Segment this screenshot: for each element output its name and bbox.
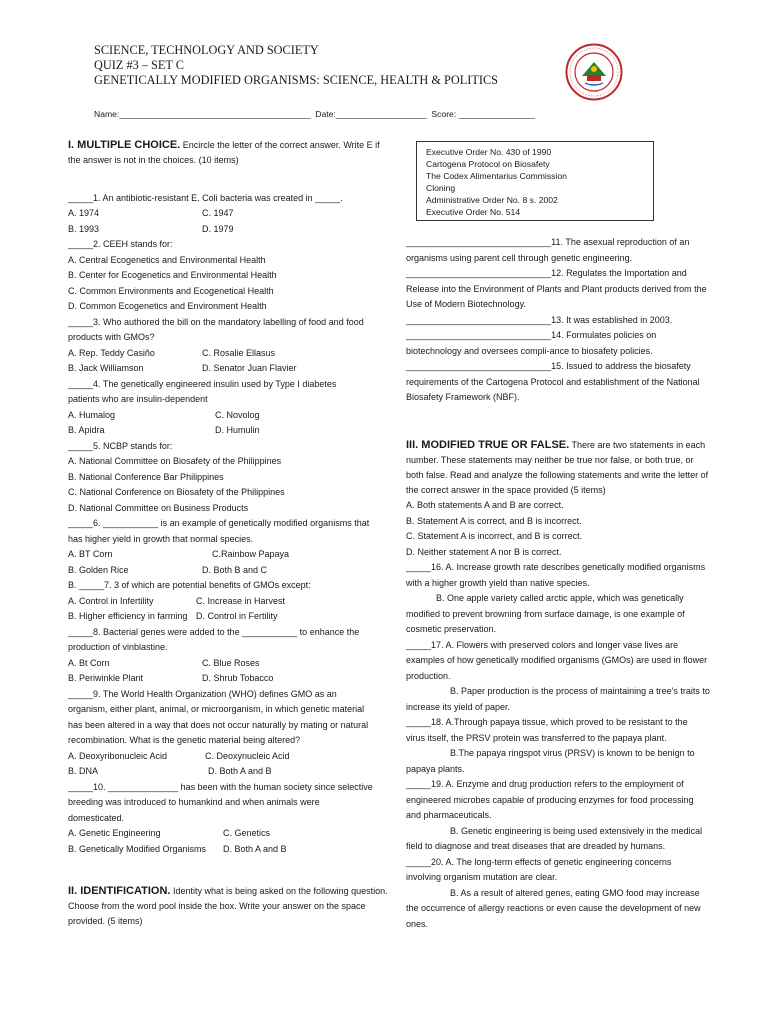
text-line: papaya plants. — [406, 764, 465, 774]
text-line: has higher yield in growth that normal species. — [68, 534, 254, 544]
text-line: requirements of the Cartogena Protocol and establishment of the National — [406, 377, 700, 387]
section-heading — [68, 884, 388, 900]
text-line: the correct answer in the space provided (5 items) — [406, 485, 606, 495]
choice-option: B. Genetically Modified Organisms — [68, 844, 207, 854]
text-line: _____3. Who authored the bill on the mandatory labelling of food and food — [68, 317, 364, 327]
text-line: _____2. CEEH stands for: — [68, 239, 173, 249]
choice-option: C. Deoxynucleic Acid — [205, 751, 290, 761]
word-pool-item: Executive Order No. 430 of 1990 — [426, 147, 552, 157]
text-line: Release into the Environment of Plants and Plant products derived from the — [406, 284, 707, 294]
text-line: B. Center for Ecogenetics and Environmental Health — [68, 270, 277, 280]
choice-row — [68, 671, 368, 687]
choice-row — [68, 609, 368, 625]
text-line: A. Central Ecogenetics and Environmental Health — [68, 255, 266, 265]
word-pool-box — [416, 141, 654, 221]
choice-option: C. Rosalie Ellasus — [202, 348, 276, 358]
text-line: domesticated. — [68, 813, 125, 823]
text-line: B. Genetic engineering is being used extensively in the medical — [450, 826, 703, 836]
choice-option: B. DNA — [68, 766, 99, 776]
text-line: organism, either plant, animal, or microorganism, in which genetic material — [68, 704, 365, 714]
choice-row — [68, 826, 368, 842]
section-title: II. IDENTIFICATION. — [68, 885, 171, 897]
course-title: SCIENCE, TECHNOLOGY AND SOCIETY — [94, 43, 319, 57]
choice-option: A. 1974 — [68, 208, 100, 218]
text-line: _____10. ______________ has been with the human society since selective — [68, 782, 373, 792]
text-line: virus itself, the PRSV protein was transferred to the papaya plant. — [406, 733, 667, 743]
section-heading — [406, 438, 706, 454]
choice-option: D. Shrub Tobacco — [202, 673, 274, 683]
choice-option: C.Rainbow Papaya — [212, 549, 290, 559]
text-line: _____5. NCBP stands for: — [68, 441, 173, 451]
text-line: C. Statement A is incorrect, and B is correct. — [406, 531, 583, 541]
choice-option: A. Bt Corn — [68, 658, 110, 668]
text-line: recombination. What is the genetic material being altered? — [68, 735, 301, 745]
text-line: C. Common Environments and Ecogenetical Health — [68, 286, 274, 296]
text-line: B. Paper production is the process of maintaining a tree's traits to — [450, 686, 710, 696]
text-line: B.The papaya ringspot virus (PRSV) is known to be benign to — [450, 748, 695, 758]
choice-row — [68, 206, 368, 222]
text-line: _____________________________14. Formulates policies on — [406, 330, 657, 340]
text-line: production. — [406, 671, 451, 681]
choice-option: B. 1993 — [68, 224, 100, 234]
choice-row — [68, 346, 368, 362]
choice-option: C. 1947 — [202, 208, 234, 218]
document-header — [94, 43, 498, 88]
text-line: _____4. The genetically engineered insulin used by Type I diabetes — [68, 379, 337, 389]
text-line: B. _____7. 3 of which are potential benefits of GMOs except: — [68, 580, 311, 590]
text-line: _____1. An antibiotic-resistant E. Coli bacteria was created in _____. — [68, 193, 343, 203]
choice-option: A. Rep. Teddy Casiño — [68, 348, 155, 358]
section-title: III. MODIFIED TRUE OR FALSE. — [406, 439, 570, 451]
text-line: Use of Modern Biotechnology. — [406, 299, 526, 309]
text-line: _____________________________15. Issued to address the biosafety — [406, 361, 691, 371]
text-line: cosmetic preservation. — [406, 624, 497, 634]
choice-row — [68, 423, 368, 439]
text-line: _____20. A. The long-term effects of genetic engineering concerns — [406, 857, 672, 867]
choice-row — [68, 842, 368, 858]
choice-row — [68, 656, 368, 672]
choice-option: D. 1979 — [202, 224, 234, 234]
choice-option: B. Jack Williamson — [68, 363, 144, 373]
text-line: _____6. ___________ is an example of genetically modified organisms that — [68, 518, 370, 528]
choice-row — [68, 361, 368, 377]
text-line: increase its yield of paper. — [406, 702, 511, 712]
text-line: with a higher growth yield than native species. — [406, 578, 590, 588]
text-line: both false. Read and analyze the following statements and write the letter of — [406, 470, 709, 480]
text-line: the answer is not in the choices. (10 items) — [68, 155, 239, 165]
text-line: B. National Conference Bar Philippines — [68, 472, 224, 482]
text-line: organisms using parent cell through genetic engineering. — [406, 253, 633, 263]
choice-option: D. Both A and B — [208, 766, 272, 776]
choice-option: B. Golden Rice — [68, 565, 129, 575]
choice-row — [68, 764, 368, 780]
text-line: _____________________________13. It was established in 2003. — [406, 315, 673, 325]
text-line: Choose from the word pool inside the box. Write your answer on the space — [68, 901, 366, 911]
choice-row — [68, 222, 368, 238]
text-line: _____________________________11. The asexual reproduction of an — [406, 237, 690, 247]
text-line: B. As a result of altered genes, eating GMO food may increase — [450, 888, 700, 898]
choice-row — [68, 749, 368, 765]
choice-option: A. Genetic Engineering — [68, 828, 161, 838]
text-line: the occurrence of allergy reactions or even cause the development of new — [406, 903, 701, 913]
text-line: and pharmaceuticals. — [406, 810, 492, 820]
choice-option: D. Control in Fertility — [196, 611, 278, 621]
word-pool-item: The Codex Alimentarius Commission — [426, 171, 567, 181]
choice-option: C. Novolog — [215, 410, 260, 420]
university-seal-logo — [565, 43, 623, 101]
choice-option: B. Apidra — [68, 425, 105, 435]
student-info-line: Name:________________________________________ Date:___________________ Score: ________________ — [94, 109, 536, 119]
choice-option: C. Genetics — [223, 828, 271, 838]
text-line: _____16. A. Increase growth rate describes genetically modified organisms — [406, 562, 706, 572]
text-line: number. These statements may neither be true nor false, or both true, or — [406, 455, 694, 465]
section-heading — [68, 138, 380, 154]
word-pool-item: Executive Order No. 514 — [426, 207, 521, 217]
topic-title: GENETICALLY MODIFIED ORGANISMS: SCIENCE, HEALTH & POLITICS — [94, 73, 498, 87]
choice-option: D. Senator Juan Flavier — [202, 363, 297, 373]
text-line: _____9. The World Health Organization (WHO) defines GMO as an — [68, 689, 337, 699]
text-line: A. Both statements A and B are correct. — [406, 500, 564, 510]
choice-option: B. Higher efficiency in farming — [68, 611, 188, 621]
choice-option: A. BT Corn — [68, 549, 113, 559]
text-line: _____________________________12. Regulates the Importation and — [406, 268, 687, 278]
choice-row — [68, 547, 368, 563]
text-line: has been altered in a way that does not occur naturally by mating or natural — [68, 720, 369, 730]
text-line: examples of how genetically modified organisms (GMOs) are used in flower — [406, 655, 708, 665]
text-line: A. National Committee on Biosafety of the Philippines — [68, 456, 282, 466]
text-line: products with GMOs? — [68, 332, 155, 342]
section-instructions: Encircle the letter of the correct answer. Write E if — [180, 140, 380, 150]
text-line: D. Neither statement A nor B is correct. — [406, 547, 562, 557]
choice-row — [68, 594, 368, 610]
text-line: provided. (5 items) — [68, 916, 143, 926]
word-pool-item: Administrative Order No. 8 s. 2002 — [426, 195, 558, 205]
text-line: D. National Committee on Business Products — [68, 503, 249, 513]
section-title: I. MULTIPLE CHOICE. — [68, 139, 181, 151]
text-line: D. Common Ecogenetics and Environment Health — [68, 301, 267, 311]
text-line: _____8. Bacterial genes were added to the ___________ to enhance the — [68, 627, 360, 637]
text-line: Biosafety Framework (NBF). — [406, 392, 520, 402]
text-line: _____19. A. Enzyme and drug production refers to the employment of — [406, 779, 684, 789]
text-line: _____17. A. Flowers with preserved colors and longer vase lives are — [406, 640, 679, 650]
text-line: B. Statement A is correct, and B is incorrect. — [406, 516, 582, 526]
choice-option: C. Increase in Harvest — [196, 596, 286, 606]
choice-row — [68, 563, 368, 579]
text-line: patients who are insulin-dependent — [68, 394, 208, 404]
text-line: involving organism mutation are clear. — [406, 872, 558, 882]
word-pool-item: Cartogena Protocol on Biosafety — [426, 159, 550, 169]
choice-row — [68, 408, 368, 424]
word-pool-item: Cloning — [426, 183, 456, 193]
text-line: B. One apple variety called arctic apple, which was genetically — [436, 593, 684, 603]
choice-option: D. Both B and C — [202, 565, 268, 575]
section-instructions: Identity what is being asked on the following question. — [170, 886, 388, 896]
choice-option: A. Control in Infertility — [68, 596, 154, 606]
text-line: engineered microbes capable of producing enzymes for food processing — [406, 795, 694, 805]
choice-option: D. Both A and B — [223, 844, 287, 854]
choice-option: B. Periwinkle Plant — [68, 673, 144, 683]
text-line: breeding was introduced to humankind and when animals were — [68, 797, 320, 807]
choice-option: A. Deoxyribonucleic Acid — [68, 751, 168, 761]
section-instructions: There are two statements in each — [569, 440, 706, 450]
choice-option: C. Blue Roses — [202, 658, 260, 668]
text-line: production of vinblastine. — [68, 642, 168, 652]
choice-option: A. Humalog — [68, 410, 116, 420]
text-line: _____18. A.Through papaya tissue, which proved to be resistant to the — [406, 717, 688, 727]
text-line: biotechnology and oversees compli-ance to biosafety policies. — [406, 346, 653, 356]
text-line: modified to prevent browning from surface damage, is one example of — [406, 609, 685, 619]
text-line: C. National Conference on Biosafety of the Philippines — [68, 487, 285, 497]
text-line: field to diagnose and treat diseases that are dreaded by humans. — [406, 841, 666, 851]
choice-option: D. Humulin — [215, 425, 260, 435]
quiz-title: QUIZ #3 – SET C — [94, 58, 184, 72]
text-line: ones. — [406, 919, 429, 929]
